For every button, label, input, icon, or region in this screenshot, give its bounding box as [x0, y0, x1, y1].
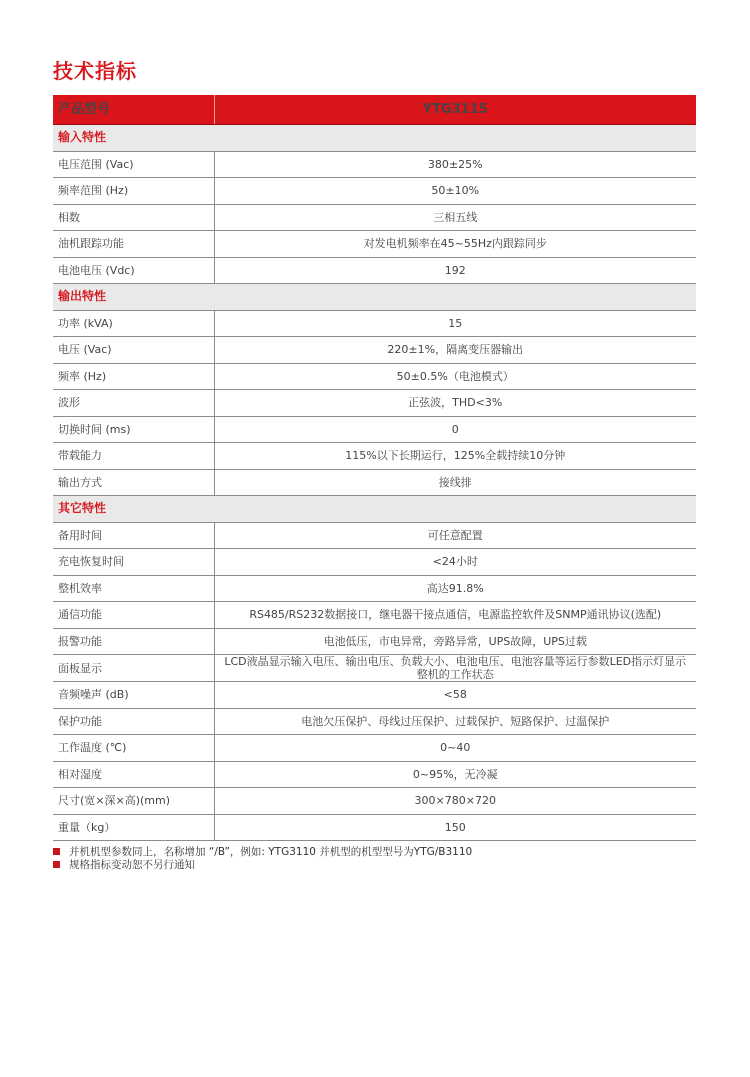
section-row-output [53, 284, 696, 311]
footnote-text: 并机机型参数同上，名称增加 “/B”，例如: YTG3110 并机型的机型型号为YTG/B3110 [69, 846, 473, 858]
table-row [53, 814, 696, 841]
row-label: 功率 (kVA) [53, 310, 214, 337]
table-row [53, 257, 696, 284]
row-label: 重量（kg） [53, 814, 214, 841]
table-row [53, 549, 696, 576]
header-model-value: YTG3115 [214, 95, 696, 125]
row-label: 工作温度 (℃) [53, 735, 214, 762]
footnote-text: 规格指标变动恕不另行通知 [69, 859, 195, 871]
row-value: 0~40 [214, 735, 696, 762]
table-row [53, 575, 696, 602]
row-label: 通信功能 [53, 602, 214, 629]
row-label: 音频噪声 (dB) [53, 682, 214, 709]
row-value: 接线排 [214, 469, 696, 496]
row-label: 电池电压 (Vdc) [53, 257, 214, 284]
section-row-input [53, 125, 696, 152]
section-row-other [53, 496, 696, 523]
row-label: 带载能力 [53, 443, 214, 470]
row-value: RS485/RS232数据接口，继电器干接点通信，电源监控软件及SNMP通讯协议(选配) [214, 602, 696, 629]
row-label: 切换时间 (ms) [53, 416, 214, 443]
row-label: 备用时间 [53, 522, 214, 549]
row-value: <24小时 [214, 549, 696, 576]
table-header-row [53, 95, 696, 125]
row-label: 频率 (Hz) [53, 363, 214, 390]
row-value: 192 [214, 257, 696, 284]
row-value: 电池欠压保护、母线过压保护、过载保护、短路保护、过温保护 [214, 708, 696, 735]
header-label: 产品型号 [53, 95, 214, 125]
row-label: 保护功能 [53, 708, 214, 735]
row-label: 电压 (Vac) [53, 337, 214, 364]
table-row [53, 708, 696, 735]
row-value: 15 [214, 310, 696, 337]
row-value: 115%以下长期运行，125%全载持续10分钟 [214, 443, 696, 470]
row-value: 50±0.5%（电池模式） [214, 363, 696, 390]
table-row [53, 602, 696, 629]
table-row [53, 337, 696, 364]
row-value: 三相五线 [214, 204, 696, 231]
table-row [53, 469, 696, 496]
table-row [53, 178, 696, 205]
row-value: <58 [214, 682, 696, 709]
section-title: 输入特性 [53, 125, 696, 152]
row-value: 300×780×720 [214, 788, 696, 815]
section-title: 其它特性 [53, 496, 696, 523]
table-row [53, 522, 696, 549]
row-value: LCD液晶显示输入电压、输出电压、负载大小、电池电压、电池容量等运行参数LED指示灯显示整机的工作状态 [214, 655, 696, 682]
row-value: 高达91.8% [214, 575, 696, 602]
table-row [53, 363, 696, 390]
row-value: 电池低压，市电异常，旁路异常，UPS故障，UPS过载 [214, 628, 696, 655]
row-label: 充电恢复时间 [53, 549, 214, 576]
table-row [53, 231, 696, 258]
row-label: 频率范围 (Hz) [53, 178, 214, 205]
square-bullet-icon [53, 848, 60, 855]
row-label: 整机效率 [53, 575, 214, 602]
footnotes [53, 845, 472, 871]
row-label: 尺寸(宽×深×高)(mm) [53, 788, 214, 815]
table-row [53, 390, 696, 417]
section-title: 输出特性 [53, 284, 696, 311]
square-bullet-icon [53, 861, 60, 868]
row-label: 电压范围 (Vac) [53, 151, 214, 178]
table-row [53, 443, 696, 470]
row-label: 面板显示 [53, 655, 214, 682]
row-value: 150 [214, 814, 696, 841]
table-row [53, 761, 696, 788]
row-value: 可任意配置 [214, 522, 696, 549]
table-row [53, 788, 696, 815]
table-row [53, 628, 696, 655]
row-value: 220±1%，隔离变压器输出 [214, 337, 696, 364]
row-label: 波形 [53, 390, 214, 417]
row-label: 油机跟踪功能 [53, 231, 214, 258]
row-value: 正弦波，THD<3% [214, 390, 696, 417]
footnote-item [53, 858, 472, 871]
page-title: 技术指标 [53, 59, 137, 83]
table-row [53, 151, 696, 178]
row-value: 380±25% [214, 151, 696, 178]
row-label: 相数 [53, 204, 214, 231]
row-value: 50±10% [214, 178, 696, 205]
table-row [53, 682, 696, 709]
row-value: 对发电机频率在45~55Hz内跟踪同步 [214, 231, 696, 258]
table-row [53, 655, 696, 682]
row-label: 输出方式 [53, 469, 214, 496]
table-row [53, 416, 696, 443]
row-value: 0~95%，无冷凝 [214, 761, 696, 788]
table-row [53, 204, 696, 231]
spec-table [53, 95, 696, 841]
row-label: 相对湿度 [53, 761, 214, 788]
row-label: 报警功能 [53, 628, 214, 655]
row-value: 0 [214, 416, 696, 443]
table-row [53, 735, 696, 762]
table-row [53, 310, 696, 337]
